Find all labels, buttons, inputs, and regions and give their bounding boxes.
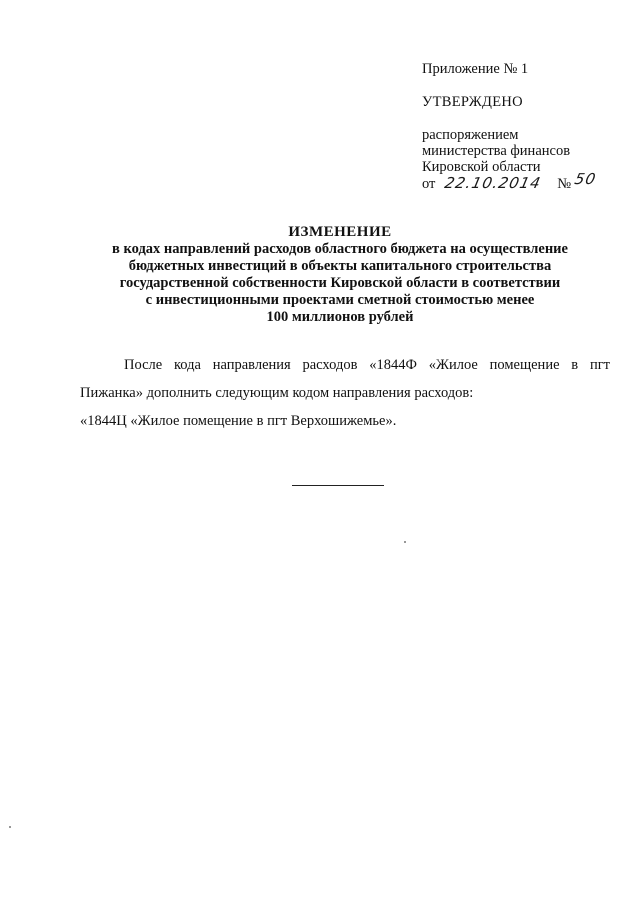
approved-stamp-text: УТВЕРЖДЕНО: [422, 94, 523, 110]
handwritten-date: 22.10.2014: [443, 174, 544, 192]
body-paragraph-2: «1844Ц «Жилое помещение в пгт Верхошижемье».: [80, 413, 397, 429]
body-paragraph-1: После кода направления расходов «1844Ф «Жилое помещение в пгт Пижанка» дополнить следующим кодом направления расходов:: [80, 357, 610, 401]
closing-separator-line: [292, 485, 384, 486]
approved-by-line-2: министерства финансов: [422, 143, 571, 159]
document-title: [60, 224, 620, 326]
appendix-label: Приложение № 1: [422, 61, 529, 77]
number-prefix: №: [557, 176, 572, 192]
date-number-line: [422, 170, 632, 192]
title-heading: ИЗМЕНЕНИЕ: [288, 224, 392, 240]
title-line-2: бюджетных инвестиций в объекты капитального строительства: [128, 258, 552, 274]
document-body: [80, 351, 610, 435]
title-line-4: с инвестиционными проектами сметной стоимостью менее: [145, 292, 535, 308]
scan-speck: [404, 541, 406, 543]
scan-speck: [9, 826, 11, 828]
approved-by-text: [422, 127, 632, 192]
title-line-1: в кодах направлений расходов областного бюджета на осуществление: [112, 241, 568, 257]
approved-by-line-3: Кировской области: [422, 159, 541, 175]
approval-block: [422, 61, 632, 192]
date-prefix: от: [422, 176, 436, 192]
title-line-5: 100 миллионов рублей: [266, 309, 414, 325]
approved-by-line-1: распоряжением: [422, 127, 519, 143]
handwritten-number: 50: [573, 170, 599, 188]
title-line-3: государственной собственности Кировской области в соответствии: [119, 275, 561, 291]
